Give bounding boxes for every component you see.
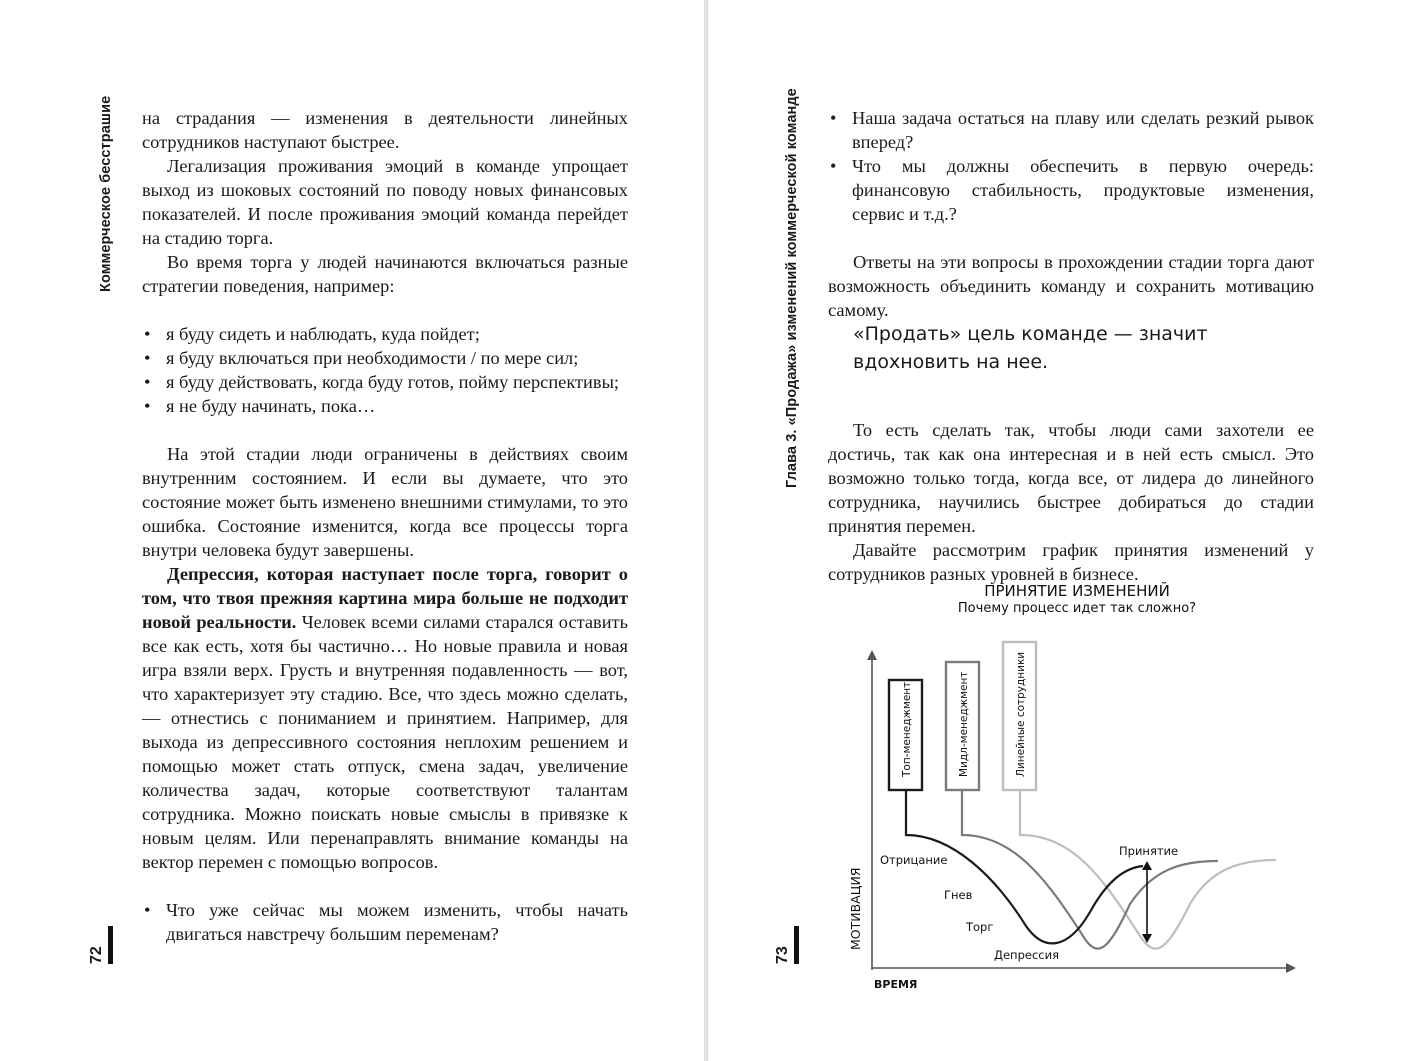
paragraph: Ответы на эти вопросы в прохождении стадии торга дают возможность объединить команду и сохранить мотивацию самому.	[828, 252, 1314, 320]
change-acceptance-chart	[838, 578, 1308, 992]
arrow-up	[1142, 861, 1152, 870]
list-item: • я буду действовать, когда буду готов, пойму перспективы;	[142, 370, 628, 394]
legend-line-employees	[1003, 642, 1036, 790]
stage-label-anger: Гнев	[944, 888, 973, 902]
bullet-list	[142, 322, 628, 418]
page-number-right: 73	[774, 946, 791, 964]
stage-label-denial: Отрицание	[880, 853, 948, 867]
paragraph: То есть сделать так, чтобы люди сами захотели ее достичь, так как она интересная и в ней есть смысл. Это возможно только тогда, когда все, от лидера до линейного сотрудника, научились быстрее добираться до стадии принятия перемен.	[828, 420, 1314, 536]
list-item: • я буду включаться при необходимости / по мере сил;	[142, 346, 628, 370]
x-axis-label: ВРЕМЯ	[874, 978, 918, 991]
legend-label-top: Топ-менеджмент	[901, 681, 913, 777]
chart-subtitle: Почему процесс идет так сложно?	[957, 601, 1197, 616]
list-item: • Наша задача остаться на плаву или сделать резкий рывок вперед?	[828, 106, 1314, 154]
bullet-list	[142, 898, 628, 946]
list-item: • Что мы должны обеспечить в первую очередь: финансовую стабильность, продуктовые изменения, сервис и т.д.?	[828, 154, 1314, 226]
left-text-column	[142, 106, 628, 946]
legend-label-mid: Мидл-менеджмент	[958, 671, 970, 777]
paragraph: На этой стадии люди ограничены в действиях своим внутренним состоянием. И если вы думаете, что это состояние может быть изменено внешними стимулами, то это ошибка. Состояние изменится, когда все процессы торга внутри человека будут завершены.	[142, 444, 628, 560]
paragraph: Во время торга у людей начинаются включаться разные стратегии поведения, например:	[142, 252, 628, 296]
paragraph: Давайте рассмотрим график принятия изменений у сотрудников разных уровней в бизнесе.	[828, 540, 1314, 584]
x-axis-arrow	[1286, 963, 1296, 973]
stage-label-acceptance: Принятие	[1119, 844, 1179, 858]
list-item: • я не буду начинать, пока…	[142, 394, 628, 418]
legend-label-line: Линейные сотрудники	[1015, 651, 1027, 777]
paragraph: Легализация проживания эмоций в команде упрощает выход из шоковых состояний по поводу новых финансовых показателей. И после проживания эмоций команда перейдет на стадию торга.	[142, 156, 628, 248]
list-item: • я буду сидеть и наблюдать, куда пойдет;	[142, 322, 628, 346]
running-head-right: Глава 3. «Продажа» изменений коммерческой команде	[784, 88, 800, 488]
bullet-list	[828, 106, 1314, 226]
folio-bar-right	[794, 926, 799, 964]
pull-quote: «Продать» цель команде — значит вдохновить на нее.	[853, 323, 1208, 373]
y-axis-arrow	[867, 650, 877, 660]
page-number-left: 72	[88, 946, 105, 964]
y-axis-label: МОТИВАЦИЯ	[848, 867, 863, 950]
list-item: • Что уже сейчас мы можем изменить, чтобы начать двигаться навстречу большим переменам?	[142, 898, 628, 946]
stage-label-depression: Депрессия	[994, 948, 1059, 962]
bold-statement: Депрессия, которая наступает после торга, говорит о том, что твоя прежняя картина мира больше не подходит новой реальности.	[142, 564, 628, 632]
legend-middle-management	[946, 662, 979, 790]
paragraph	[142, 562, 628, 874]
paragraph-rest: Человек всеми силами старался оставить все как есть, хотя бы частично… Но новые правила и новая игра взяли верх. Грусть и внутренняя подавленность — вот, что характеризует эту стадию. Все, что здесь можно сделать, — отнестись с пониманием и принятием. Например, для выхода из депрессивного состояния неплохим решением и помощью может стать отпуск, смена задач, увеличение количества задач, которые соответствуют талантам сотрудника. Можно поискать новые смыслы в привязке к новым целям. Или перенаправлять внимание команды на вектор перемен с помощью вопросов.	[142, 612, 628, 872]
chart-title: ПРИНЯТИЕ ИЗМЕНЕНИЙ	[984, 582, 1170, 600]
stage-label-bargaining: Торг	[966, 920, 994, 934]
left-page	[0, 0, 704, 1061]
running-head-left: Коммерческое бесстрашие	[98, 95, 114, 292]
legend-top-management	[889, 680, 922, 790]
paragraph: на страдания — изменения в деятельности линейных сотрудников наступают быстрее.	[142, 108, 628, 152]
folio-bar-left	[108, 926, 113, 964]
